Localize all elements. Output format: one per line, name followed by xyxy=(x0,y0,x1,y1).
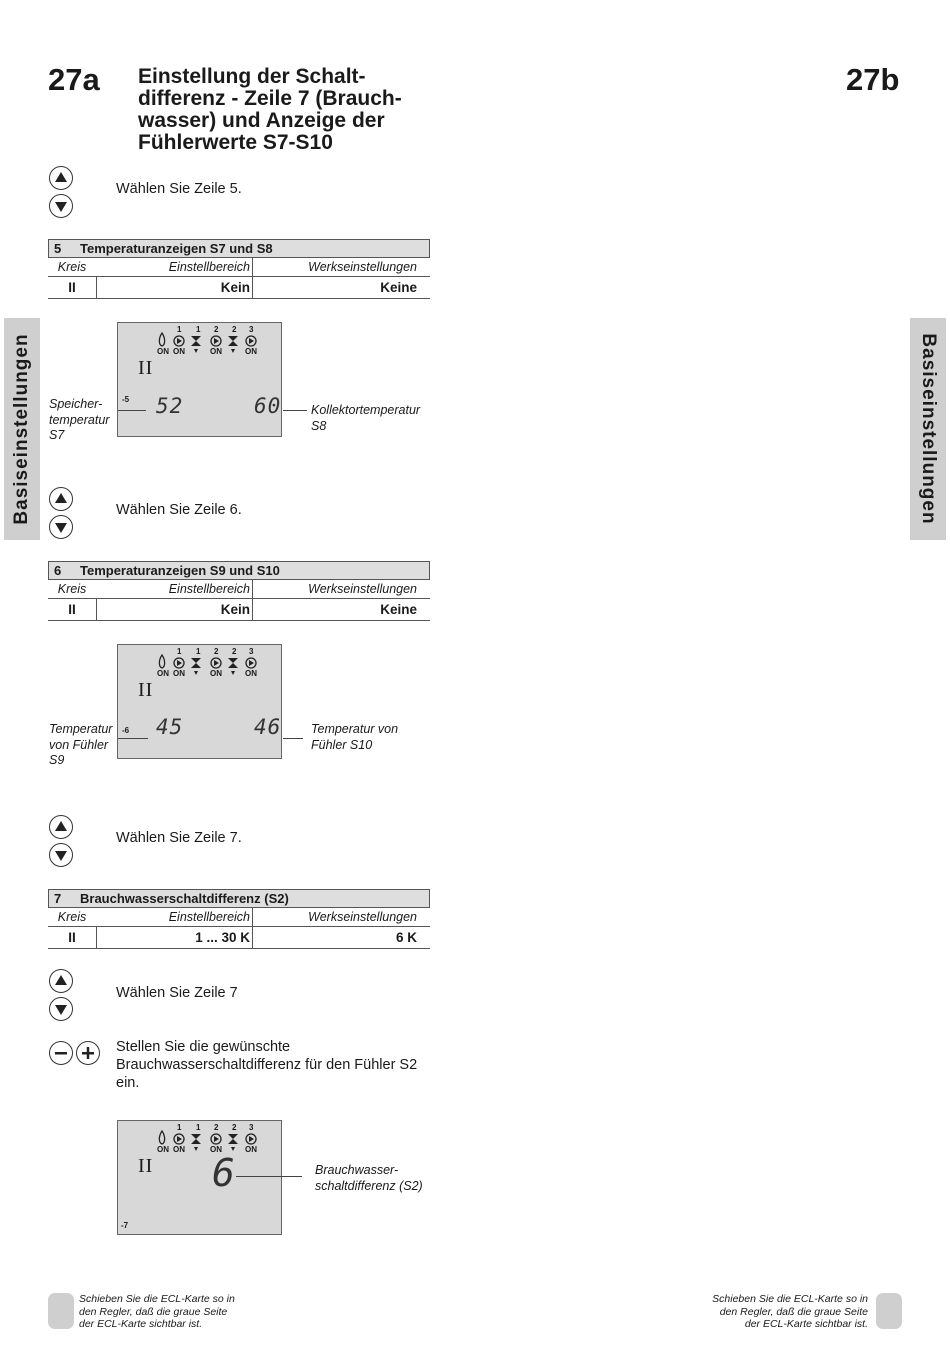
step-adjust xyxy=(116,1038,417,1092)
step-line: ein. xyxy=(116,1075,140,1091)
lcd-number: 1 xyxy=(196,647,201,656)
col-werkseinstellungen: Werkseinstellungen xyxy=(308,582,417,596)
lcd-number: 3 xyxy=(249,325,254,334)
footnote-line: Schieben Sie die ECL-Karte so in xyxy=(79,1293,235,1305)
side-tab-left xyxy=(4,318,40,540)
lcd-on-label: ON xyxy=(245,669,257,678)
flame-icon xyxy=(159,1131,164,1144)
callout-line: Brauchwasser- xyxy=(315,1163,399,1177)
col-kreis: Kreis xyxy=(57,582,87,596)
arrow-down-icon xyxy=(49,515,73,539)
lcd-number: 3 xyxy=(249,647,254,656)
lcd-number: 3 xyxy=(249,1123,254,1132)
table-line-number: 7 xyxy=(54,891,62,906)
range-value: Kein xyxy=(220,602,250,617)
step-select-line-7-repeat: Wählen Sie Zeile 7 xyxy=(116,985,238,1001)
lcd-number: 2 xyxy=(232,1123,237,1132)
arrow-down-icon xyxy=(49,194,73,218)
col-einstellbereich: Einstellbereich xyxy=(168,910,250,924)
callout-line: Fühler S10 xyxy=(311,737,373,752)
lcd-line-marker: -7 xyxy=(121,1221,129,1230)
card-tab-marker-right xyxy=(876,1293,902,1329)
footnote-left xyxy=(79,1293,235,1331)
callout-line: temperatur xyxy=(49,412,110,427)
lcd-number: 1 xyxy=(177,325,182,334)
callout-line: Temperatur xyxy=(49,722,113,736)
flame-icon xyxy=(159,333,164,346)
side-tab-label: Basiseinstellungen xyxy=(918,333,939,525)
title-line: Fühlerwerte S7-S10 xyxy=(138,131,333,154)
page-title xyxy=(138,66,458,154)
page-number-left: 27a xyxy=(48,62,100,97)
col-einstellbereich: Einstellbereich xyxy=(168,260,250,274)
lcd-on-label: ON xyxy=(157,347,169,356)
footnote-line: den Regler, daß die graue Seite xyxy=(79,1305,228,1318)
lcd-circuit: II xyxy=(138,357,154,379)
lcd-on-label: ON xyxy=(210,1145,222,1154)
lcd-on-label: ON xyxy=(173,347,185,356)
valve-icon xyxy=(191,336,201,341)
table-title: Temperaturanzeigen S9 und S10 xyxy=(80,563,280,578)
callout-line: von Fühler xyxy=(49,737,109,752)
lcd-number: 1 xyxy=(177,647,182,656)
lcd-display-line-6 xyxy=(117,644,282,759)
col-einstellbereich: Einstellbereich xyxy=(168,582,250,596)
default-value: Keine xyxy=(380,280,417,295)
lcd-display-line-5 xyxy=(117,322,282,437)
callout-line: Kollektortemperatur xyxy=(311,403,421,417)
lcd-left-value: 45 xyxy=(156,715,184,739)
table-title: Temperaturanzeigen S7 und S8 xyxy=(80,241,273,256)
col-kreis: Kreis xyxy=(57,910,87,924)
lcd-on-label: ON xyxy=(210,669,222,678)
lcd-right-value: 60 xyxy=(254,394,282,418)
default-value: Keine xyxy=(380,602,417,617)
lcd-number: 1 xyxy=(196,1123,201,1132)
callout-line: Temperatur von xyxy=(311,722,399,736)
arrow-down-icon xyxy=(49,997,73,1021)
lcd-line-marker: -5 xyxy=(122,395,130,404)
valve-icon xyxy=(228,1134,238,1139)
arrow-up-icon xyxy=(49,166,73,190)
table-line-number: 6 xyxy=(54,563,62,578)
callout-line: Speicher- xyxy=(49,397,103,411)
callout-right xyxy=(311,403,420,434)
footnote-right xyxy=(712,1293,868,1331)
callout-right xyxy=(311,722,398,753)
lcd-on-label: ON xyxy=(173,669,185,678)
col-werkseinstellungen: Werkseinstellungen xyxy=(308,260,417,274)
card-tab-marker-left xyxy=(48,1293,74,1329)
title-line: differenz - Zeile 7 (Brauch- xyxy=(138,87,402,110)
lcd-number: 1 xyxy=(196,325,201,334)
lcd-number: 2 xyxy=(214,1123,219,1132)
arrow-down-icon xyxy=(49,843,73,867)
lcd-number: 2 xyxy=(232,647,237,656)
valve-icon xyxy=(228,658,238,663)
lcd-line-marker: -6 xyxy=(122,726,130,735)
callout-line: schaltdifferenz (S2) xyxy=(315,1178,423,1193)
lcd-value: 6 xyxy=(212,1151,236,1195)
lcd-number: 2 xyxy=(214,647,219,656)
valve-icon xyxy=(228,336,238,341)
callout-line: S9 xyxy=(49,753,65,767)
parameter-table-line-5 xyxy=(48,239,430,299)
lcd-display-line-7 xyxy=(117,1120,282,1235)
arrow-up-icon xyxy=(49,969,73,993)
page-number-right: 27b xyxy=(846,62,900,97)
lcd-right-value: 46 xyxy=(254,715,282,739)
callout-left xyxy=(49,397,109,444)
minus-icon xyxy=(49,1041,73,1065)
parameter-table-line-6 xyxy=(48,561,430,621)
footnote-line: den Regler, daß die graue Seite xyxy=(719,1305,868,1318)
lcd-number: 1 xyxy=(177,1123,182,1132)
range-value: 1 ... 30 K xyxy=(195,930,250,945)
table-line-number: 5 xyxy=(54,241,62,256)
step-select-line-7: Wählen Sie Zeile 7. xyxy=(116,830,242,846)
step-line: Brauchwasserschaltdifferenz für den Fühler S2 xyxy=(116,1057,418,1073)
col-werkseinstellungen: Werkseinstellungen xyxy=(308,910,417,924)
lcd-on-label: ON xyxy=(210,347,222,356)
lcd-on-label: ON xyxy=(157,669,169,678)
lcd-left-value: 52 xyxy=(156,394,184,418)
arrow-up-icon xyxy=(49,815,73,839)
valve-icon xyxy=(191,658,201,663)
arrow-up-icon xyxy=(49,487,73,511)
lcd-number: 2 xyxy=(214,325,219,334)
lcd-on-label: ON xyxy=(173,1145,185,1154)
circuit-value: II xyxy=(68,602,76,617)
footnote-line: Schieben Sie die ECL-Karte so in xyxy=(712,1293,868,1305)
range-value: Kein xyxy=(220,280,250,295)
footnote-line: der ECL-Karte sichtbar ist. xyxy=(744,1318,868,1330)
step-select-line-6: Wählen Sie Zeile 6. xyxy=(116,502,242,518)
callout-line: S8 xyxy=(311,418,327,433)
side-tab-right xyxy=(910,318,946,540)
side-tab-label: Basiseinstellungen xyxy=(11,333,32,525)
title-line: Einstellung der Schalt- xyxy=(138,65,366,88)
step-line: Stellen Sie die gewünschte xyxy=(116,1039,291,1055)
callout-line: S7 xyxy=(49,428,65,442)
parameter-table-line-7 xyxy=(48,889,430,949)
flame-icon xyxy=(159,655,164,668)
step-select-line-5: Wählen Sie Zeile 5. xyxy=(116,181,242,197)
lcd-on-label: ON xyxy=(245,347,257,356)
default-value: 6 K xyxy=(395,930,417,945)
lcd-number: 2 xyxy=(232,325,237,334)
table-title: Brauchwasserschaltdifferenz (S2) xyxy=(80,891,289,906)
footnote-line: der ECL-Karte sichtbar ist. xyxy=(79,1318,203,1330)
circuit-value: II xyxy=(68,930,76,945)
valve-icon xyxy=(191,1134,201,1139)
lcd-on-label: ON xyxy=(157,1145,169,1154)
circuit-value: II xyxy=(68,280,76,295)
col-kreis: Kreis xyxy=(57,260,87,274)
lcd-on-label: ON xyxy=(245,1145,257,1154)
callout-right xyxy=(315,1163,423,1194)
plus-icon xyxy=(76,1041,100,1065)
title-line: wasser) und Anzeige der xyxy=(138,109,385,132)
lcd-circuit: II xyxy=(138,1155,154,1177)
lcd-circuit: II xyxy=(138,679,154,701)
callout-left xyxy=(49,722,112,769)
